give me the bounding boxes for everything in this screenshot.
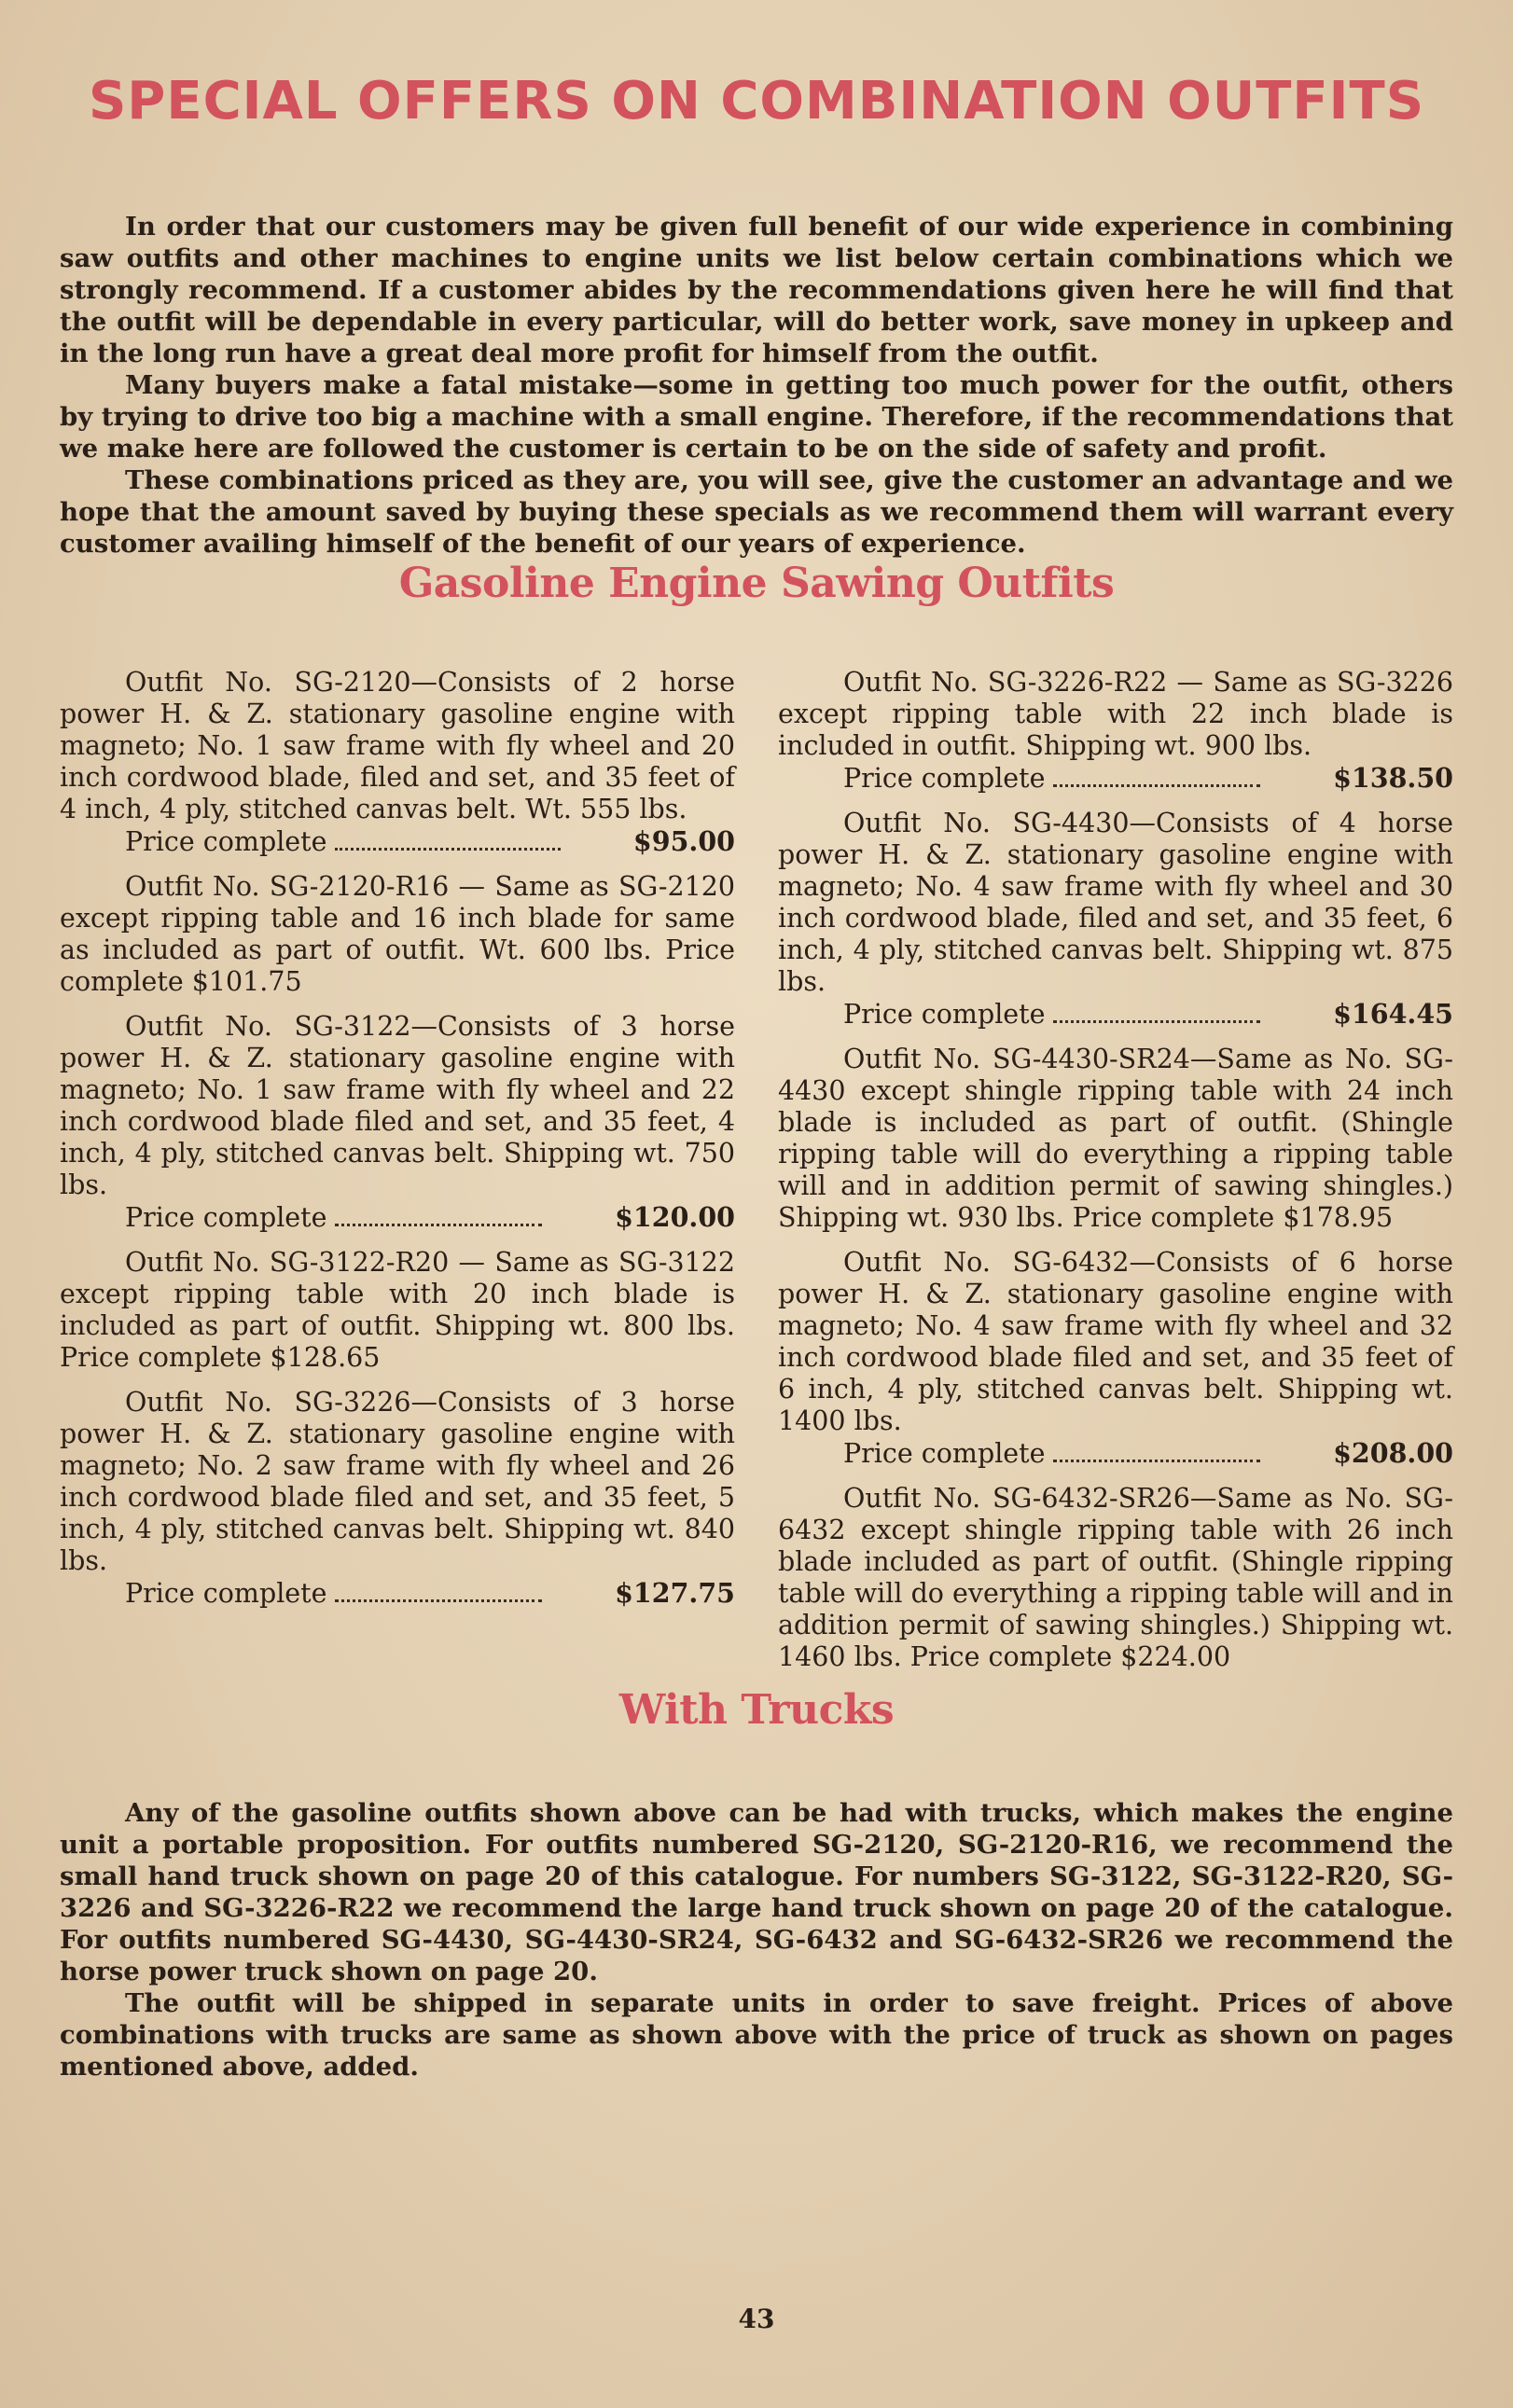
outfit-description: Outfit No. SG-6432-SR26—Same as No. SG-6432 except shingle ripping table with 26 inch blade included as part of outfit. (Shingle ripping table will do everything a ripping table will and in addition permit of sawing shingles.) Shipping wt. 1460 lbs. Price complete $224.00 [778, 1482, 1453, 1672]
price-line [778, 762, 1453, 795]
right-column [778, 667, 1453, 1686]
price-label: Price complete [843, 1437, 1046, 1469]
price-line [60, 825, 735, 858]
price-label: Price complete [125, 1577, 327, 1609]
intro-section [60, 211, 1453, 560]
leader-dots [1053, 1460, 1261, 1462]
catalogue-page [60, 56, 1453, 2360]
trucks-heading: With Trucks [618, 1685, 895, 1734]
price-value: $120.00 [615, 1200, 735, 1233]
outfit-entry [778, 1247, 1453, 1470]
price-line [778, 1437, 1453, 1470]
outfit-description: Outfit No. SG-3226—Consists of 3 horse power H. & Z. stationary gasoline engine with magneto; No. 2 saw frame with fly wheel and 26 inch cordwood blade filed and set, and 35 feet, 5 inch, 4 ply, stitched canvas belt. Shipping wt. 840 lbs. [60, 1386, 735, 1576]
leader-dots [1053, 1020, 1261, 1023]
outfit-entry [60, 1247, 735, 1374]
trucks-paragraph: The outfit will be shipped in separate units in order to save freight. Prices of above combinations with trucks are same as shown above with the price of truck as shown on pages mentioned above, added. [60, 1987, 1453, 2082]
outfit-entry [60, 1011, 735, 1234]
outfit-description: Outfit No. SG-2120—Consists of 2 horse power H. & Z. stationary gasoline engine with magneto; No. 1 saw frame with fly wheel and 20 inch cordwood blade, filed and set, and 35 feet of 4 inch, 4 ply, stitched canvas belt. Wt. 555 lbs. [60, 666, 735, 824]
outfit-entry [778, 1044, 1453, 1234]
price-label: Price complete [843, 762, 1046, 794]
outfit-entry [778, 808, 1453, 1031]
price-line [60, 1577, 735, 1610]
leader-dots [1053, 784, 1261, 787]
price-line [60, 1201, 735, 1234]
outfit-description: Outfit No. SG-4430—Consists of 4 horse power H. & Z. stationary gasoline engine with magneto; No. 4 saw frame with fly wheel and 30 inch cordwood blade, filed and set, and 35 feet, 6 inch, 4 ply, stitched canvas belt. Shipping wt. 875 lbs. [778, 807, 1453, 997]
leader-dots [335, 1599, 543, 1602]
leader-dots [335, 1224, 543, 1226]
outfit-entry [60, 1387, 735, 1610]
intro-paragraph: These combinations priced as they are, you will see, give the customer an advantage and we hope that the amount saved by buying these specials as we recommend them will warrant every customer availing himself of the benefit of our years of experience. [60, 464, 1453, 559]
outfit-entry [778, 667, 1453, 795]
price-value: $138.50 [1333, 761, 1453, 794]
price-value: $95.00 [632, 824, 735, 857]
outfit-description: Outfit No. SG-3226-R22 — Same as SG-3226 except ripping table with 22 inch blade is included in outfit. Shipping wt. 900 lbs. [778, 666, 1453, 761]
price-label: Price complete [125, 825, 327, 857]
price-line [778, 998, 1453, 1031]
intro-paragraph: Many buyers make a fatal mistake—some in getting too much power for the outfit, others by trying to drive too big a machine with a small engine. Therefore, if the recommendations that we make here are followed the customer is certain to be on the side of safety and profit. [60, 369, 1453, 464]
price-label: Price complete [843, 998, 1046, 1030]
price-label: Price complete [125, 1201, 327, 1233]
outfit-entry [60, 667, 735, 858]
left-column [60, 667, 735, 1686]
price-value: $208.00 [1333, 1436, 1453, 1469]
trucks-paragraph: Any of the gasoline outfits shown above can be had with trucks, which makes the engine unit a portable proposition. For outfits numbered SG-2120, SG-2120-R16, we recommend the small hand truck shown on page 20 of this catalogue. For numbers SG-3122, SG-3122-R20, SG-3226 and SG-3226-R22 we recommend the large hand truck shown on page 20 of the catalogue. For outfits numbered SG-4430, SG-4430-SR24, SG-6432 and SG-6432-SR26 we recommend the horse power truck shown on page 20. [60, 1797, 1453, 1986]
outfit-description: Outfit No. SG-6432—Consists of 6 horse power H. & Z. stationary gasoline engine with magneto; No. 4 saw frame with fly wheel and 32 inch cordwood blade filed and set, and 35 feet of 6 inch, 4 ply, stitched canvas belt. Shipping wt. 1400 lbs. [778, 1246, 1453, 1436]
gasoline-outfits-heading: Gasoline Engine Sawing Outfits [398, 559, 1115, 607]
outfit-columns [60, 667, 1453, 1686]
price-value: $164.45 [1333, 997, 1453, 1030]
outfit-description: Outfit No. SG-4430-SR24—Same as No. SG-4430 except shingle ripping table with 24 inch blade is included as part of outfit. (Shingle ripping table will do everything a ripping table will and in addition permit of sawing shingles.) Shipping wt. 930 lbs. Price complete $178.95 [778, 1043, 1453, 1233]
price-value: $127.75 [615, 1576, 735, 1609]
leader-dots [335, 848, 561, 851]
intro-paragraph: In order that our customers may be given full benefit of our wide experience in combining saw outfits and other machines to engine units we list below certain combinations which we strongly recommend. If a customer abides by the recommendations given here he will find that the outfit will be dependable in every particular, will do better work, save money in upkeep and in the long run have a great deal more profit for himself from the outfit. [60, 211, 1453, 368]
trucks-section [60, 1797, 1453, 2083]
page-number: 43 [738, 2304, 775, 2334]
outfit-description: Outfit No. SG-3122—Consists of 3 horse power H. & Z. stationary gasoline engine with magneto; No. 1 saw frame with fly wheel and 22 inch cordwood blade filed and set, and 35 feet, 4 inch, 4 ply, stitched canvas belt. Shipping wt. 750 lbs. [60, 1010, 735, 1200]
page-title: SPECIAL OFFERS ON COMBINATION OUTFITS [88, 71, 1425, 131]
outfit-entry [778, 1483, 1453, 1673]
outfit-description: Outfit No. SG-2120-R16 — Same as SG-2120 except ripping table and 16 inch blade for same as included as part of outfit. Wt. 600 lbs. Price complete $101.75 [60, 870, 735, 997]
outfit-description: Outfit No. SG-3122-R20 — Same as SG-3122 except ripping table with 20 inch blade is included as part of outfit. Shipping wt. 800 lbs. Price complete $128.65 [60, 1246, 735, 1373]
outfit-entry [60, 871, 735, 998]
